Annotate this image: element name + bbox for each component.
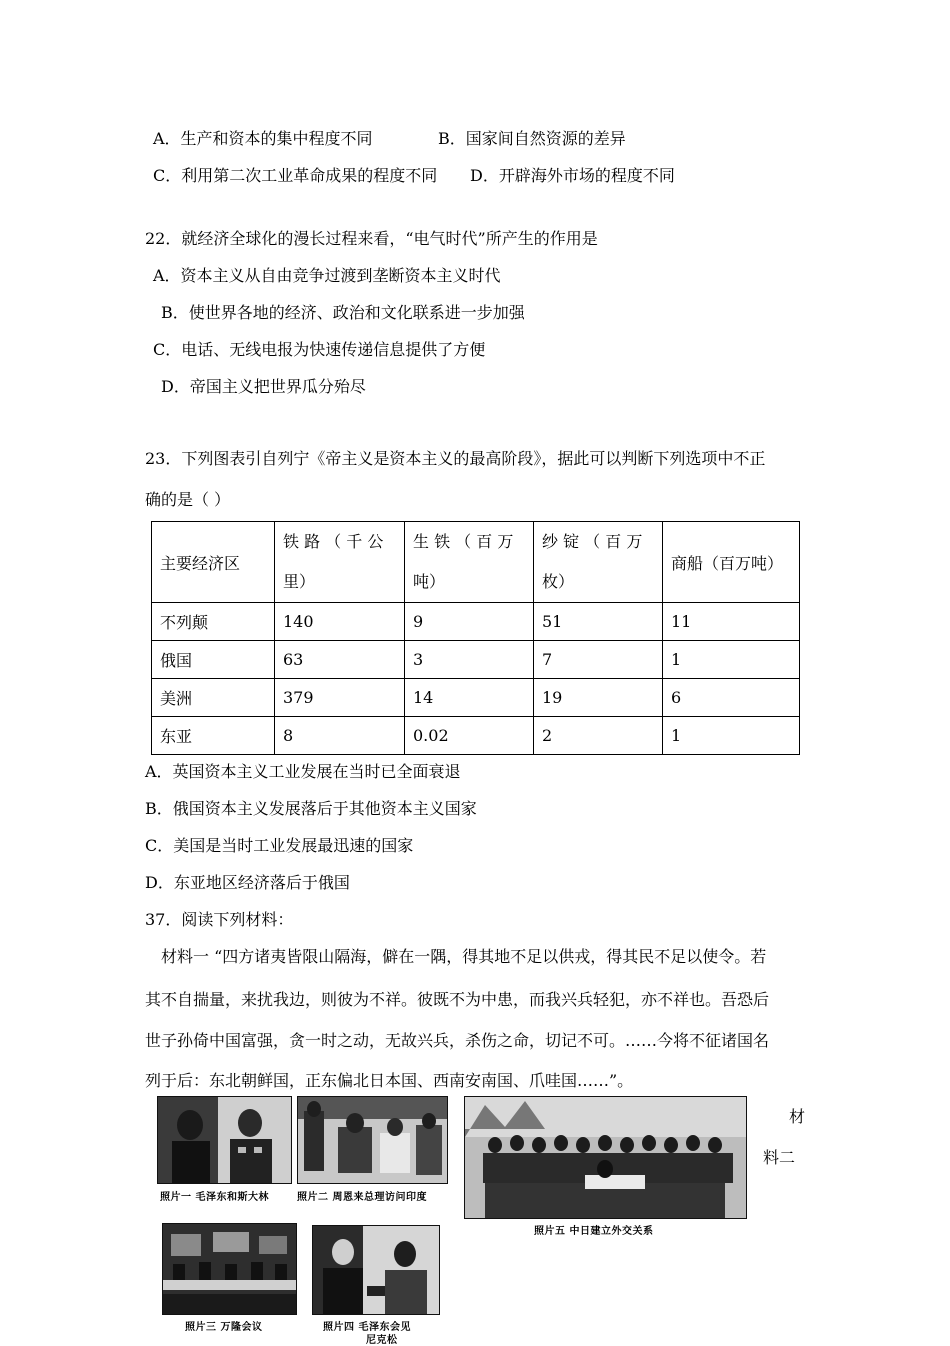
material-one-line1: 材料一 “四方诸夷皆限山隔海，僻在一隅，得其地不足以供戎，得其民不足以使令。若 [161,947,767,966]
table-cell: 不列颠 [152,603,275,641]
table-header-cell: 商船（百万吨） [663,522,800,603]
table-cell: 379 [275,679,405,717]
material-one-line3: 世子孙倚中国富强，贪一时之动，无故兴兵，杀伤之命，切记不可。……今将不征诸国名 [145,1031,770,1050]
table-header-cell: 主要经济区 [152,522,275,603]
q22-stem: 22．就经济全球化的漫长过程来看，“电气时代”所产生的作用是 [145,229,598,248]
q23-stem-line2: 确的是（ ） [145,490,231,509]
photo-three-caption: 照片三 万隆会议 [185,1322,263,1333]
photo-two-image [297,1096,448,1184]
table-cell: 东亚 [152,717,275,755]
material-two-label-2: 料二 [763,1148,796,1167]
q22-option-d: D．帝国主义把世界瓜分殆尽 [161,377,366,396]
photo-two-illustration [298,1097,447,1183]
q23-stem-line1: 23．下列图表引自列宁《帝主义是资本主义的最高阶段》，据此可以判断下列选项中不正 [145,449,766,468]
photo-one-image [157,1096,292,1184]
q21-option-a: A．生产和资本的集中程度不同 [153,129,373,148]
photo-four-caption-line1: 照片四 毛泽东会见 [323,1322,411,1333]
q23-option-a: A．英国资本主义工业发展在当时已全面衰退 [145,762,461,781]
q37-stem: 37．阅读下列材料： [145,910,294,929]
photo-one-illustration [158,1097,291,1183]
table-cell: 7 [534,641,663,679]
photo-five-illustration [465,1097,746,1218]
table-row [152,717,800,755]
table-cell: 3 [405,641,534,679]
q21-option-d: D．开辟海外市场的程度不同 [470,166,675,185]
photo-four-illustration [313,1226,439,1314]
material-two-label-1: 材 [789,1107,806,1126]
q22-option-b: B．使世界各地的经济、政治和文化联系进一步加强 [161,303,525,322]
table-cell: 14 [405,679,534,717]
photo-two-caption: 照片二 周恩来总理访问印度 [297,1192,427,1203]
photo-five-image [464,1096,747,1219]
table-cell: 2 [534,717,663,755]
table-header-row [152,522,800,603]
q21-option-b: B．国家间自然资源的差异 [438,129,626,148]
table-cell: 140 [275,603,405,641]
q22-option-c: C．电话、无线电报为快速传递信息提供了方便 [153,340,486,359]
photo-four-image [312,1225,440,1315]
table-cell: 19 [534,679,663,717]
table-cell: 6 [663,679,800,717]
q23-option-c: C．美国是当时工业发展最迅速的国家 [145,836,414,855]
q23-option-d: D．东亚地区经济落后于俄国 [145,873,350,892]
q21-option-c: C．利用第二次工业革命成果的程度不同 [153,166,438,185]
table-row [152,679,800,717]
photo-three-image [162,1223,297,1315]
table-cell: 1 [663,641,800,679]
table-row [152,603,800,641]
photo-five-caption: 照片五 中日建立外交关系 [534,1226,654,1237]
table-cell: 俄国 [152,641,275,679]
economic-data-table [151,521,800,755]
photo-one-caption: 照片一 毛泽东和斯大林 [160,1192,269,1203]
table-header-cell: 生 铁 （ 百 万 吨） [405,522,534,603]
table-cell: 63 [275,641,405,679]
table-row [152,641,800,679]
table-cell: 11 [663,603,800,641]
material-one-line2: 其不自揣量，来扰我边，则彼为不祥。彼既不为中患，而我兴兵轻犯，亦不祥也。吾恐后 [145,990,770,1009]
photo-four-caption-line2: 尼克松 [366,1335,398,1346]
q23-option-b: B．俄国资本主义发展落后于其他资本主义国家 [145,799,477,818]
table-cell: 美洲 [152,679,275,717]
table-cell: 51 [534,603,663,641]
photo-three-illustration [163,1224,296,1314]
table-header-cell: 纱 锭 （ 百 万 枚） [534,522,663,603]
table-cell: 0.02 [405,717,534,755]
table-cell: 8 [275,717,405,755]
q22-option-a: A．资本主义从自由竞争过渡到垄断资本主义时代 [153,266,501,285]
table-header-cell: 铁 路 （ 千 公 里） [275,522,405,603]
table-cell: 1 [663,717,800,755]
material-one-line4: 列于后：东北朝鲜国，正东偏北日本国、西南安南国、爪哇国……”。 [145,1071,634,1090]
table-cell: 9 [405,603,534,641]
